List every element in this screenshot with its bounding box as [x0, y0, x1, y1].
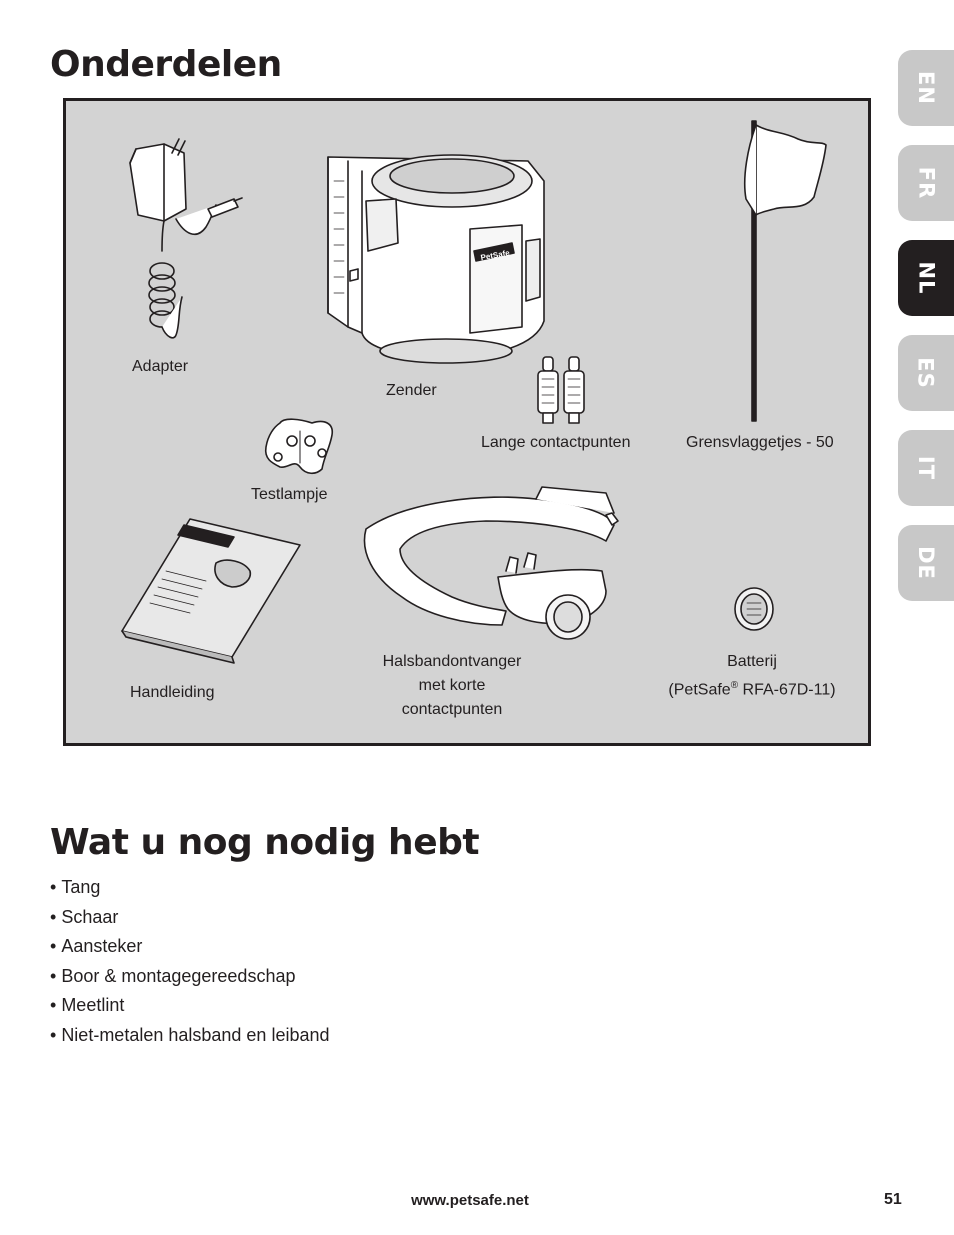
- test-light-icon: [266, 419, 333, 473]
- label-collar-receiver-line-2: met korte: [418, 677, 486, 694]
- tab-language-es[interactable]: [898, 335, 954, 411]
- tab-language-en[interactable]: [898, 50, 954, 126]
- battery-model-text: RFA-67D-11): [738, 681, 836, 699]
- label-battery-line-1: Batterij: [727, 653, 777, 670]
- list-item: • Boor & montagegereedschap: [50, 962, 330, 992]
- manual-icon: [122, 519, 300, 663]
- footer-website-link[interactable]: www.petsafe.net: [411, 1192, 529, 1209]
- section-title-needs: Wat u nog nodig hebt: [50, 822, 480, 863]
- boundary-flag-icon: [745, 121, 826, 421]
- list-item: • Meetlint: [50, 991, 330, 1021]
- tab-label: DE: [914, 546, 938, 580]
- tab-language-nl[interactable]: [898, 240, 954, 316]
- label-test-light: Testlampje: [251, 486, 328, 503]
- label-collar-receiver: [372, 650, 532, 722]
- parts-illustration-panel: [63, 98, 871, 746]
- tab-language-de[interactable]: [898, 525, 954, 601]
- collar-receiver-icon: [365, 487, 619, 639]
- label-manual: Handleiding: [130, 684, 215, 701]
- long-contact-points-icon: [538, 357, 584, 423]
- registered-mark: ®: [730, 680, 739, 691]
- label-collar-receiver-line-1: Halsbandontvanger: [382, 653, 522, 670]
- list-item: • Niet-metalen halsband en leiband: [50, 1021, 330, 1051]
- label-adapter: Adapter: [132, 358, 189, 375]
- tab-label: EN: [913, 71, 938, 105]
- transmitter-icon: [328, 155, 544, 363]
- needs-list: [50, 873, 330, 1050]
- tab-label: ES: [913, 357, 938, 389]
- label-boundary-flags: Grensvlaggetjes - 50: [686, 434, 834, 451]
- label-battery: [652, 650, 852, 702]
- adapter-icon: [130, 139, 242, 338]
- label-transmitter: Zender: [386, 382, 437, 399]
- list-item: • Aansteker: [50, 932, 330, 962]
- list-item: • Tang: [50, 873, 330, 903]
- page-title-parts: Onderdelen: [50, 44, 282, 85]
- petsafe-logo: PetSafe: [479, 248, 511, 263]
- tab-label: FR: [913, 166, 938, 200]
- label-long-contact-points: Lange contactpunten: [481, 434, 631, 451]
- tab-language-it[interactable]: [898, 430, 954, 506]
- list-item: • Schaar: [50, 903, 330, 933]
- tab-label: NL: [914, 261, 938, 295]
- battery-brand-text: (PetSafe: [668, 681, 731, 699]
- label-collar-receiver-line-3: contactpunten: [401, 701, 503, 718]
- battery-icon: [735, 588, 773, 630]
- tab-label: IT: [913, 455, 938, 481]
- parts-artwork: [66, 101, 868, 743]
- tab-language-fr[interactable]: [898, 145, 954, 221]
- label-battery-line-2: [652, 674, 852, 702]
- page-number: 51: [884, 1191, 902, 1208]
